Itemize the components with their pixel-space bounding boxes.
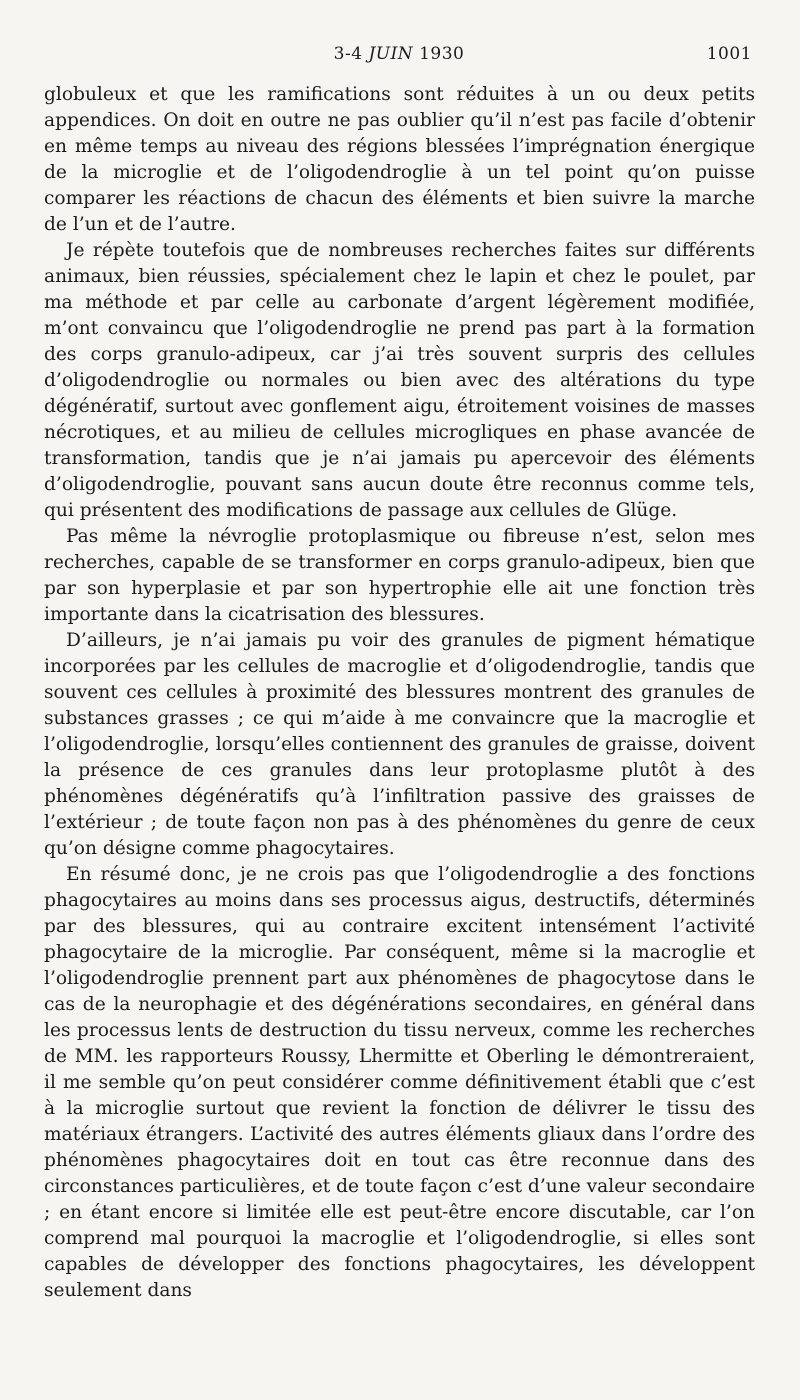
paragraph: En résumé donc, je ne crois pas que l’oligodendroglie a des fonctions phagocytaires au moins dans ses processus aigus, destructifs, déterminés par des blessures, qui au contraire excitent intensément l’activité phagocytaire de la microglie. Par conséquent, même si la macroglie et l’oligodendroglie prennent part aux phénomènes de phagocytose dans le cas de la neurophagie et des dégénérations secondaires, en général dans les processus lents de destruction du tissu nerveux, comme les recherches de MM. les rapporteurs Roussy, Lhermitte et Oberling le démontreraient, il me semble qu’on peut considérer comme définitivement établi que c’est à la microglie surtout que revient la fonction de délivrer le tissu des matériaux étrangers. L’activité des autres éléments gliaux dans l’ordre des phénomènes phagocytaires doit en tout cas être reconnue dans des circonstances particulières, et de toute façon c’est d’une valeur secondaire ; en étant encore si limitée elle est peut-être encore discutable, car l’on comprend mal pourquoi la macroglie et l’oligodendroglie, si elles sont capables de développer des fonctions phagocytaires, les développent seulement dans	[44, 864, 755, 1301]
body-text	[44, 82, 755, 1304]
header-date-day: 3-4	[333, 44, 363, 64]
page-number: 1001	[706, 44, 752, 64]
running-header	[46, 44, 752, 70]
paragraph-continued: globuleux et que les ramifications sont réduites à un ou deux petits appendices. On doit en outre ne pas oublier qu’il n’est pas facile d’obtenir en même temps au niveau des régions blessées l’imprégnation énergique de la microglie et de l’oligodendroglie à un tel point qu’on puisse comparer les réactions de chacun des éléments et bien suivre la marche de l’un et de l’autre.	[44, 84, 755, 235]
paragraph: Pas même la névroglie protoplasmique ou fibreuse n’est, selon mes recherches, capable de se transformer en corps granulo-adipeux, bien que par son hyperplasie et par son hypertrophie elle ait une fonction très importante dans la cicatrisation des blessures.	[44, 526, 755, 625]
paragraph: Je répète toutefois que de nombreuses recherches faites sur différents animaux, bien réussies, spécialement chez le lapin et chez le poulet, par ma méthode et par celle au carbonate d’argent légèrement modifiée, m’ont convaincu que l’oligodendroglie ne prend pas part à la formation des corps granulo-adipeux, car j’ai très souvent surpris des cellules d’oligodendroglie ou normales ou bien avec des altérations du type dégénératif, surtout avec gonflement aigu, étroitement voisines de masses nécrotiques, et au milieu de cellules microgliques en phase avancée de transformation, tandis que je n’ai jamais pu apercevoir des éléments d’oligodendroglie, pouvant sans aucun doute être reconnus comme tels, qui présentent des modifications de passage aux cellules de Glüge.	[44, 240, 755, 521]
header-date-month: JUIN	[368, 44, 414, 64]
header-date	[46, 44, 752, 64]
header-date-year: 1930	[419, 44, 465, 64]
paragraph: D’ailleurs, je n’ai jamais pu voir des granules de pigment hématique incorporées par les cellules de macroglie et d’oligodendroglie, tandis que souvent ces cellules à proximité des blessures montrent des granules de substances grasses ; ce qui m’aide à me convaincre que la macroglie et l’oligodendroglie, lorsqu’elles contiennent des granules de graisse, doivent la présence de ces granules dans leur protoplasme plutôt à des phénomènes dégénératifs qu’à l’infiltration passive des graisses de l’extérieur ; de toute façon non pas à des phénomènes du genre de ceux qu’on désigne comme phagocytaires.	[44, 630, 755, 859]
